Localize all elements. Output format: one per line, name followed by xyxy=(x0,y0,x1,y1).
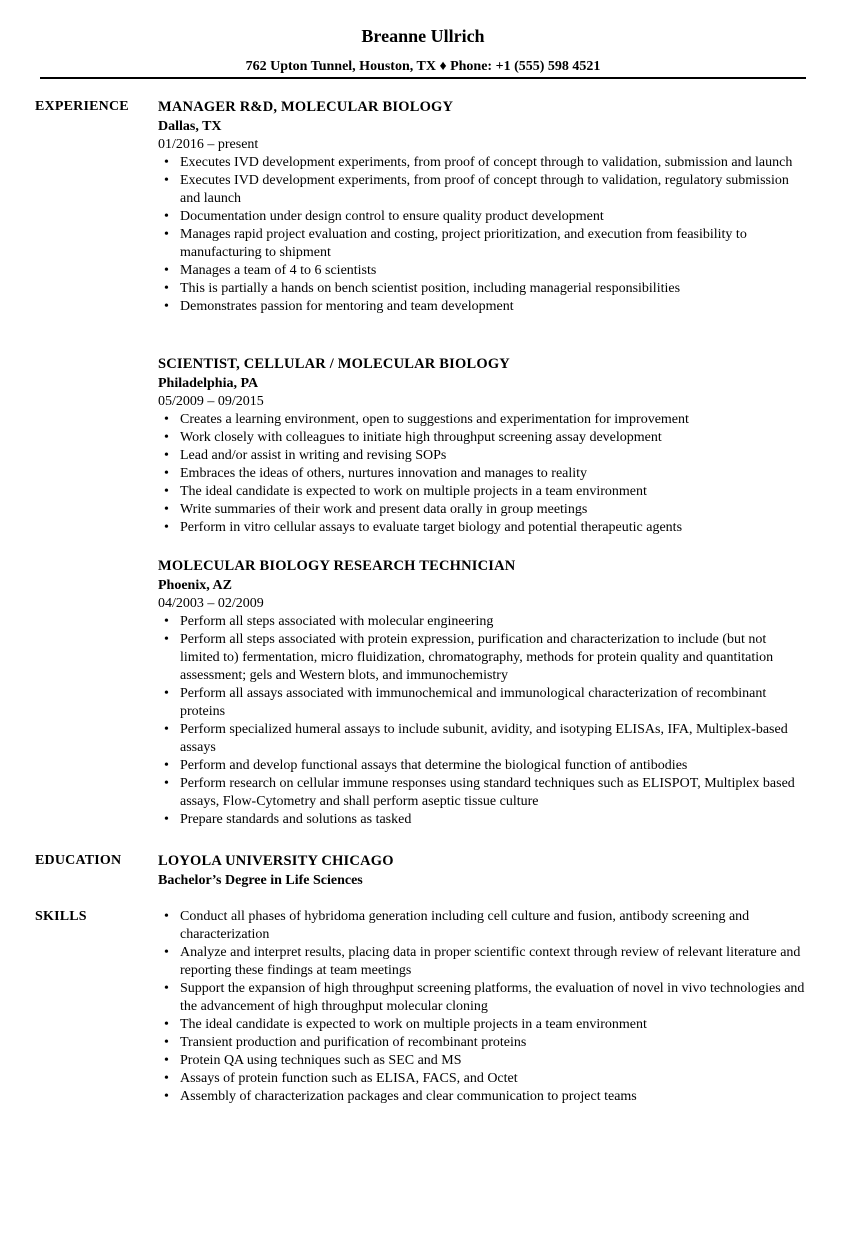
bullet-icon: • xyxy=(164,722,169,737)
bullet-text: Documentation under design control to ensure quality product development xyxy=(180,209,604,224)
header-divider xyxy=(40,77,806,79)
bullet-text: Transient production and purification of recombinant proteins xyxy=(180,1035,527,1050)
bullet-text: Assembly of characterization packages and clear communication to project teams xyxy=(180,1089,637,1104)
list-item xyxy=(158,226,808,262)
bullet-icon: • xyxy=(164,1071,169,1086)
bullet-text: Perform and develop functional assays that determine the biological function of antibodies xyxy=(180,758,688,773)
bullet-text: Lead and/or assist in writing and revising SOPs xyxy=(180,448,447,463)
bullet-icon: • xyxy=(164,155,169,170)
section-label-experience: EXPERIENCE xyxy=(35,99,129,114)
bullet-text: Protein QA using techniques such as SEC and MS xyxy=(180,1053,462,1068)
bullet-icon: • xyxy=(164,1035,169,1050)
bullet-icon: • xyxy=(164,758,169,773)
school-name: LOYOLA UNIVERSITY CHICAGO xyxy=(158,853,394,869)
list-item xyxy=(158,775,808,811)
list-item xyxy=(158,262,808,280)
bullet-icon: • xyxy=(164,632,169,647)
bullet-text: Creates a learning environment, open to suggestions and experimentation for improvement xyxy=(180,412,689,427)
bullet-icon: • xyxy=(164,1017,169,1032)
bullet-text: The ideal candidate is expected to work on multiple projects in a team environment xyxy=(180,1017,647,1032)
list-item xyxy=(158,631,808,685)
job-entry xyxy=(158,98,808,316)
bullet-text: Perform all steps associated with protein expression, purification and characterization to include (but not limited to) fermentation, micro fluidization, chromatography, methods for protein quality and quantitation assessment; gels and Western blots, and immunochemistry xyxy=(180,632,774,683)
list-item xyxy=(158,1088,808,1106)
list-item xyxy=(158,721,808,757)
list-item xyxy=(158,172,808,208)
bullet-icon: • xyxy=(164,281,169,296)
bullet-icon: • xyxy=(164,448,169,463)
section-label-skills: SKILLS xyxy=(35,909,87,924)
bullet-text: Perform in vitro cellular assays to evaluate target biology and potential therapeutic agents xyxy=(180,520,683,535)
list-item xyxy=(158,208,808,226)
list-item xyxy=(158,280,808,298)
bullet-icon: • xyxy=(164,299,169,314)
job-title: MANAGER R&D, MOLECULAR BIOLOGY xyxy=(158,99,454,115)
job-dates: 01/2016 – present xyxy=(158,137,259,152)
degree: Bachelor’s Degree in Life Sciences xyxy=(158,873,363,888)
list-item xyxy=(158,447,808,465)
list-item xyxy=(158,613,808,631)
list-item xyxy=(158,980,808,1016)
bullet-text: Executes IVD development experiments, from proof of concept through to validation, submission and launch xyxy=(180,155,793,170)
list-item xyxy=(158,685,808,721)
job-entry xyxy=(158,355,808,537)
bullet-text: Prepare standards and solutions as tasked xyxy=(180,812,412,827)
job-title: MOLECULAR BIOLOGY RESEARCH TECHNICIAN xyxy=(158,558,516,574)
bullet-icon: • xyxy=(164,412,169,427)
bullet-text: Support the expansion of high throughput screening platforms, the evaluation of novel in vivo technologies and the advancement of high throughput molecular cloning xyxy=(180,981,805,1014)
contact-line: 762 Upton Tunnel, Houston, TX ♦ Phone: +1 (555) 598 4521 xyxy=(245,59,601,74)
bullet-icon: • xyxy=(164,263,169,278)
skills-entry xyxy=(158,908,808,1106)
list-item xyxy=(158,908,808,944)
list-item xyxy=(158,811,808,829)
job-location: Phoenix, AZ xyxy=(158,578,232,593)
bullet-text: Work closely with colleagues to initiate high throughput screening assay development xyxy=(180,430,662,445)
bullet-text: Executes IVD development experiments, from proof of concept through to validation, regulatory submission and launch xyxy=(180,173,789,206)
section-label-education: EDUCATION xyxy=(35,853,122,868)
bullet-text: Manages rapid project evaluation and costing, project prioritization, and execution from feasibility to manufacturing to shipment xyxy=(180,227,747,260)
bullet-icon: • xyxy=(164,1053,169,1068)
education-entry xyxy=(158,852,808,890)
list-item xyxy=(158,429,808,447)
list-item xyxy=(158,154,808,172)
bullet-text: Embraces the ideas of others, nurtures innovation and manages to reality xyxy=(180,466,588,481)
job-bullets xyxy=(158,154,808,316)
bullet-text: Analyze and interpret results, placing data in proper scientific context through review of relevant literature and reporting these findings at team meetings xyxy=(180,945,801,978)
bullet-text: Perform specialized humeral assays to include subunit, avidity, and isotyping ELISAs, IFA, Multiplex-based assays xyxy=(180,722,788,755)
bullet-icon: • xyxy=(164,686,169,701)
job-dates: 05/2009 – 09/2015 xyxy=(158,394,264,409)
job-location: Dallas, TX xyxy=(158,119,222,134)
list-item xyxy=(158,1016,808,1034)
list-item xyxy=(158,465,808,483)
bullet-icon: • xyxy=(164,173,169,188)
list-item xyxy=(158,483,808,501)
bullet-icon: • xyxy=(164,209,169,224)
job-dates: 04/2003 – 02/2009 xyxy=(158,596,264,611)
bullet-icon: • xyxy=(164,502,169,517)
list-item xyxy=(158,1052,808,1070)
job-bullets xyxy=(158,411,808,537)
bullet-icon: • xyxy=(164,909,169,924)
bullet-text: Conduct all phases of hybridoma generation including cell culture and fusion, antibody screening and characterization xyxy=(180,909,750,942)
job-location: Philadelphia, PA xyxy=(158,376,259,391)
job-bullets xyxy=(158,613,808,829)
bullet-text: Assays of protein function such as ELISA, FACS, and Octet xyxy=(180,1071,518,1086)
bullet-icon: • xyxy=(164,981,169,996)
bullet-text: Manages a team of 4 to 6 scientists xyxy=(180,263,377,278)
bullet-icon: • xyxy=(164,520,169,535)
list-item xyxy=(158,1070,808,1088)
list-item xyxy=(158,757,808,775)
candidate-name: Breanne Ullrich xyxy=(361,26,485,46)
bullet-icon: • xyxy=(164,484,169,499)
bullet-icon: • xyxy=(164,614,169,629)
bullet-text: The ideal candidate is expected to work on multiple projects in a team environment xyxy=(180,484,647,499)
bullet-text: Write summaries of their work and present data orally in group meetings xyxy=(180,502,588,517)
bullet-icon: • xyxy=(164,1089,169,1104)
bullet-icon: • xyxy=(164,812,169,827)
skills-bullets xyxy=(158,908,808,1106)
list-item xyxy=(158,298,808,316)
job-entry xyxy=(158,557,808,829)
job-title: SCIENTIST, CELLULAR / MOLECULAR BIOLOGY xyxy=(158,356,510,372)
bullet-icon: • xyxy=(164,430,169,445)
list-item xyxy=(158,519,808,537)
bullet-icon: • xyxy=(164,466,169,481)
bullet-text: Perform all steps associated with molecular engineering xyxy=(180,614,494,629)
bullet-text: This is partially a hands on bench scientist position, including managerial responsibilities xyxy=(180,281,681,296)
bullet-icon: • xyxy=(164,945,169,960)
bullet-icon: • xyxy=(164,227,169,242)
bullet-icon: • xyxy=(164,776,169,791)
bullet-text: Perform research on cellular immune responses using standard techniques such as ELISPOT, Multiplex based assays, Flow-Cytometry and shall perform aseptic tissue culture xyxy=(180,776,795,809)
list-item xyxy=(158,411,808,429)
list-item xyxy=(158,501,808,519)
bullet-text: Demonstrates passion for mentoring and team development xyxy=(180,299,514,314)
list-item xyxy=(158,1034,808,1052)
bullet-text: Perform all assays associated with immunochemical and immunological characterization of recombinant proteins xyxy=(180,686,767,719)
list-item xyxy=(158,944,808,980)
